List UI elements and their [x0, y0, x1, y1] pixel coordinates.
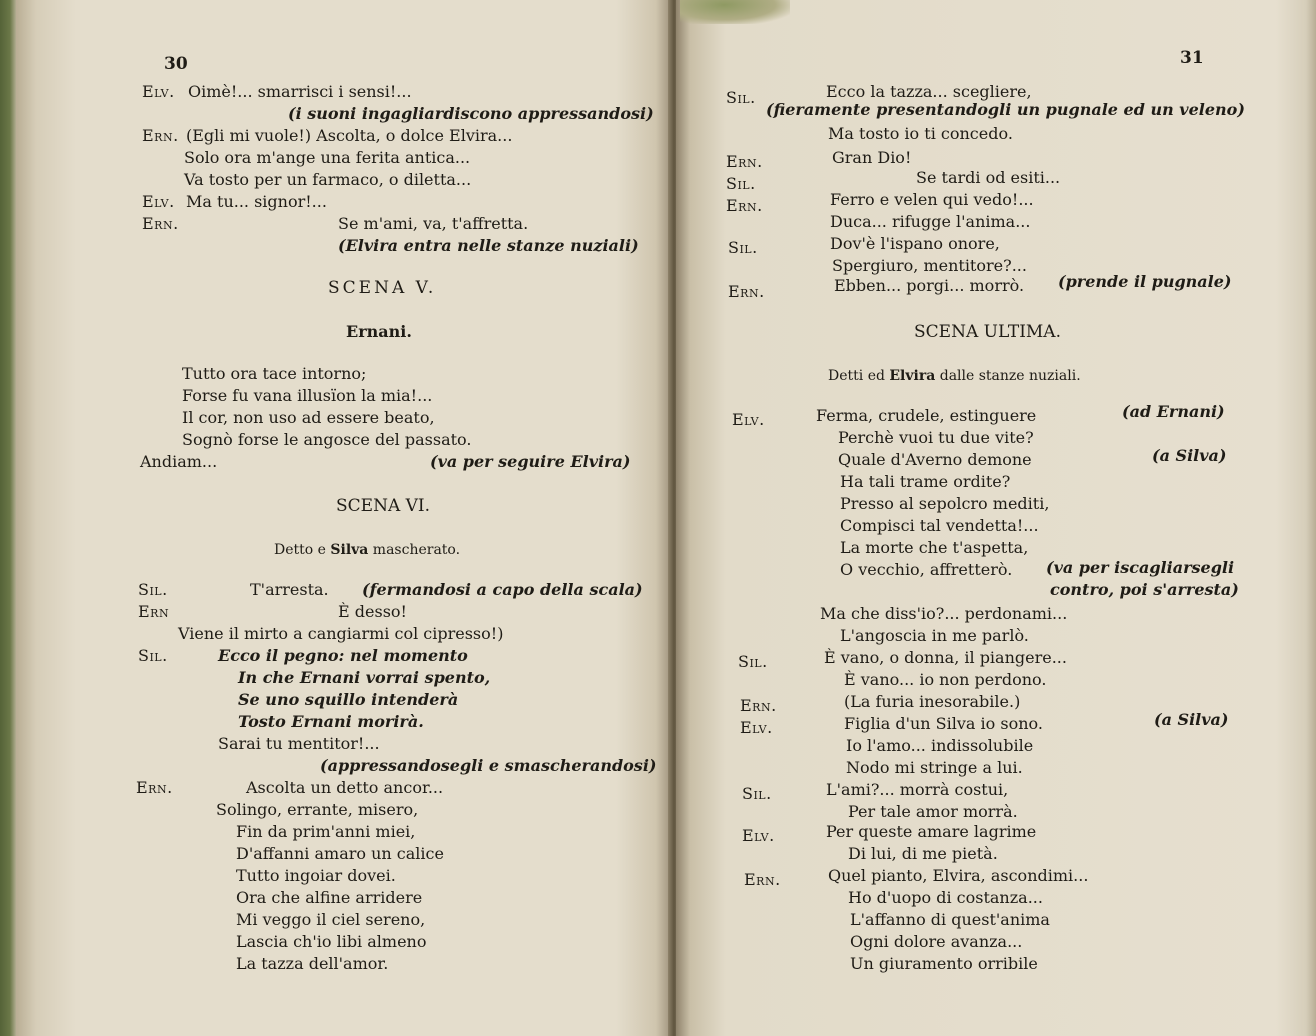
verse-line: Quale d'Averno demone [838, 450, 1032, 469]
verse-line: Compisci tal vendetta!... [840, 516, 1039, 535]
dialogue-line: Sarai tu mentitor!... [218, 734, 380, 753]
paper-stain [680, 0, 790, 24]
speaker-label: Sil. [726, 88, 756, 107]
speaker-label: Sil. [728, 238, 758, 257]
verse-line: Mi veggo il ciel sereno, [236, 910, 426, 929]
scene-subtitle: Detti ed Elvira dalle stanze nuziali. [828, 368, 1081, 384]
right-page [676, 0, 1316, 1036]
verse-line: Figlia d'un Silva io sono. [844, 714, 1043, 733]
speaker-label: Sil. [726, 174, 756, 193]
speaker-label: Ern. [744, 870, 781, 889]
speaker-label: Ern. [142, 214, 179, 233]
dialogue-line: Spergiuro, mentitore?... [832, 256, 1027, 275]
speaker-label: Ern. [740, 696, 777, 715]
speaker-label: Elv. [142, 82, 175, 101]
stage-direction: (va per seguire Elvira) [430, 452, 631, 471]
speaker-label: Ern [138, 602, 170, 621]
dialogue-line: (Egli mi vuole!) Ascolta, o dolce Elvira... [186, 126, 513, 145]
verse-line: È vano, o donna, il piangere... [824, 648, 1067, 667]
dialogue-line: Solo ora m'ange una ferita antica... [184, 148, 471, 167]
dialogue-line: Se uno squillo intenderà [238, 690, 459, 709]
scene-character: Ernani. [346, 322, 412, 341]
speaker-label: Elv. [740, 718, 773, 737]
dialogue-line: Duca... rifugge l'anima... [830, 212, 1031, 231]
stage-direction: (ad Ernani) [1122, 402, 1225, 421]
speaker-label: Ern. [726, 196, 763, 215]
verse-line: Presso al sepolcro mediti, [840, 494, 1050, 513]
verse-line: (La furia inesorabile.) [844, 692, 1021, 711]
dialogue-line: Tosto Ernani morirà. [238, 712, 424, 731]
dialogue-line: Ebben... porgi... morrò. [834, 276, 1025, 295]
dialogue-line: È desso! [338, 602, 407, 621]
left-page [16, 0, 672, 1036]
scene-title: SCENA ULTIMA. [914, 322, 1061, 342]
verse-line: Di lui, di me pietà. [848, 844, 998, 863]
verse-line: Sognò forse le angosce del passato. [182, 430, 472, 449]
stage-direction: (a Silva) [1154, 710, 1229, 729]
dialogue-line: Dov'è l'ispano onore, [830, 234, 1000, 253]
speaker-label: Sil. [742, 784, 772, 803]
dialogue-line: Ma tu... signor!... [186, 192, 327, 211]
speaker-label: Ern. [726, 152, 763, 171]
speaker-label: Sil. [138, 580, 168, 599]
verse-line: Ho d'uopo di costanza... [848, 888, 1043, 907]
dialogue-line: Ecco la tazza... scegliere, [826, 82, 1032, 101]
verse-line: Tutto ora tace intorno; [182, 364, 367, 383]
verse-line: Ferma, crudele, estinguere [816, 406, 1037, 425]
verse-line: Quel pianto, Elvira, ascondimi... [828, 866, 1089, 885]
verse-line: Andiam... [140, 452, 218, 471]
verse-line: Per queste amare lagrime [826, 822, 1037, 841]
stage-direction: contro, poi s'arresta) [1050, 580, 1239, 599]
stage-direction: (fieramente presentandogli un pugnale ed un veleno) [766, 100, 1245, 119]
verse-line: D'affanni amaro un calice [236, 844, 444, 863]
verse-line: È vano... io non perdono. [844, 670, 1047, 689]
dialogue-line: Ecco il pegno: nel momento [218, 646, 468, 665]
verse-line: Ma che diss'io?... perdonami... [820, 604, 1068, 623]
verse-line: L'ami?... morrà costui, [826, 780, 1009, 799]
speaker-label: Sil. [138, 646, 168, 665]
verse-line: O vecchio, affretterò. [840, 560, 1013, 579]
dialogue-line: Ferro e velen qui vedo!... [830, 190, 1034, 209]
scene-title: SCENA V. [328, 278, 437, 298]
verse-line: La morte che t'aspetta, [840, 538, 1029, 557]
dialogue-line: T'arresta. [250, 580, 329, 599]
page-number: 31 [1180, 48, 1204, 68]
stage-direction: (prende il pugnale) [1058, 272, 1232, 291]
verse-line: Tutto ingoiar dovei. [236, 866, 396, 885]
page-number: 30 [164, 54, 188, 74]
verse-line: Ogni dolore avanza... [850, 932, 1023, 951]
dialogue-line: Se tardi od esiti... [916, 168, 1061, 187]
speaker-label: Elv. [142, 192, 175, 211]
stage-direction: (va per iscagliarsegli [1046, 558, 1235, 577]
dialogue-line: Oimè!... smarrisci i sensi!... [188, 82, 412, 101]
scene-subtitle: Detto e Silva mascherato. [274, 542, 461, 558]
verse-line: L'angoscia in me parlò. [840, 626, 1029, 645]
verse-line: Nodo mi stringe a lui. [846, 758, 1023, 777]
verse-line: Per tale amor morrà. [848, 802, 1018, 821]
stage-direction: (appressandosegli e smascherandosi) [320, 756, 657, 775]
verse-line: La tazza dell'amor. [236, 954, 389, 973]
stage-direction: (i suoni ingagliardiscono appressandosi) [288, 104, 654, 123]
dialogue-line: Ascolta un detto ancor... [246, 778, 444, 797]
stage-direction: (a Silva) [1152, 446, 1227, 465]
scene-title: SCENA VI. [336, 496, 431, 516]
dialogue-line: Se m'ami, va, t'affretta. [338, 214, 529, 233]
dialogue-line: Viene il mirto a cangiarmi col cipresso!) [178, 624, 504, 643]
verse-line: Perchè vuoi tu due vite? [838, 428, 1034, 447]
speaker-label: Ern. [728, 282, 765, 301]
speaker-label: Ern. [136, 778, 173, 797]
speaker-label: Elv. [732, 410, 765, 429]
verse-line: Il cor, non uso ad essere beato, [182, 408, 435, 427]
dialogue-line: In che Ernani vorrai spento, [238, 668, 491, 687]
dialogue-line: Va tosto per un farmaco, o diletta... [184, 170, 472, 189]
dialogue-line: Ma tosto io ti concedo. [828, 124, 1013, 143]
verse-line: Forse fu vana illusïon la mia!... [182, 386, 433, 405]
verse-line: Ha tali trame ordite? [840, 472, 1011, 491]
verse-line: Fin da prim'anni miei, [236, 822, 416, 841]
verse-line: Un giuramento orribile [850, 954, 1038, 973]
speaker-label: Ern. [142, 126, 179, 145]
stage-direction: (Elvira entra nelle stanze nuziali) [338, 236, 639, 255]
speaker-label: Elv. [742, 826, 775, 845]
verse-line: Ora che alfine arridere [236, 888, 423, 907]
verse-line: L'affanno di quest'anima [850, 910, 1050, 929]
stage-direction: (fermandosi a capo della scala) [362, 580, 643, 599]
speaker-label: Sil. [738, 652, 768, 671]
verse-line: Solingo, errante, misero, [216, 800, 419, 819]
dialogue-line: Gran Dio! [832, 148, 912, 167]
verse-line: Lascia ch'io libi almeno [236, 932, 427, 951]
verse-line: Io l'amo... indissolubile [846, 736, 1034, 755]
